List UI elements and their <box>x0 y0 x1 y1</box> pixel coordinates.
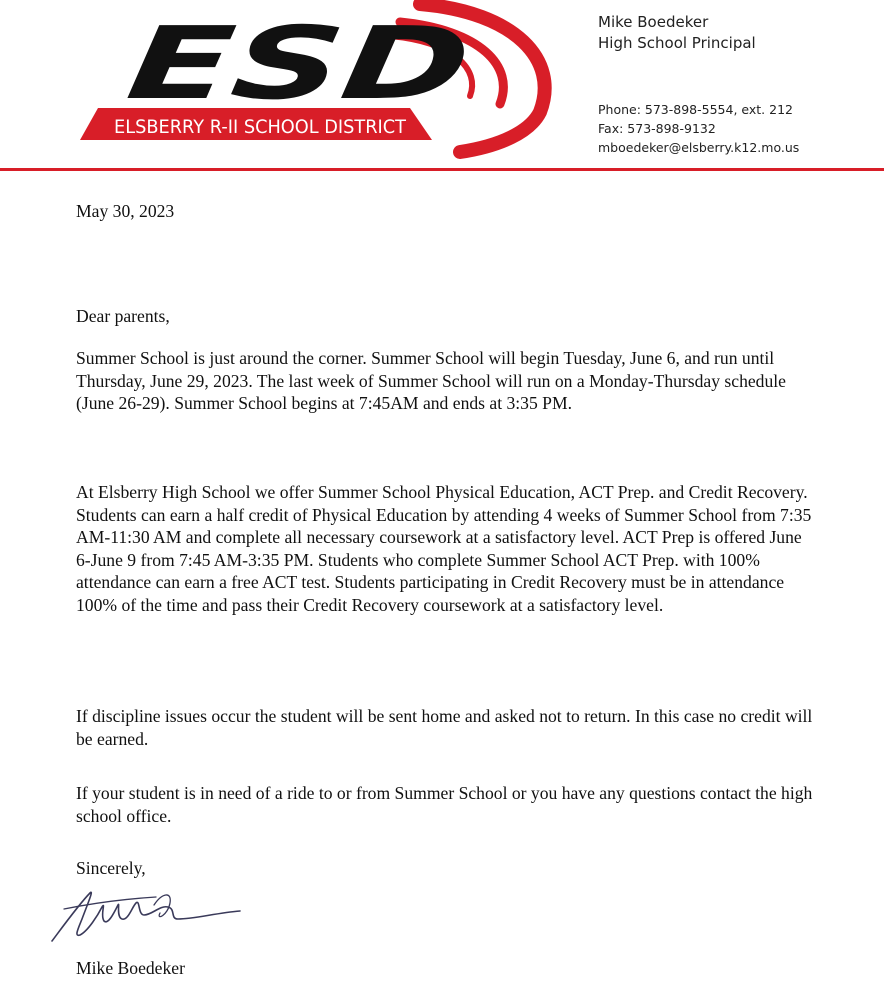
contact-details <box>598 100 878 157</box>
paragraph-programs: At Elsberry High School we offer Summer School Physical Education, ACT Prep. and Credit Recovery. Students can earn a half credit of Physical Education by attending 4 weeks of Summer School from 7:35 AM-11:30 AM and complete all necessary coursework at a satisfactory level. ACT Prep is offered June 6-June 9 from 7:45 AM-3:35 PM. Students who complete Summer School ACT Prep. with 100% attendance can earn a free ACT test. Students participating in Credit Recovery must be in attendance 100% of the time and pass their Credit Recovery coursework at a satisfactory level. <box>76 482 812 615</box>
district-name: ELSBERRY R-II SCHOOL DISTRICT <box>114 116 407 138</box>
signature-stroke-loop <box>154 895 170 917</box>
principal-name: Mike Boedeker <box>598 13 709 31</box>
paragraph-schedule: Summer School is just around the corner. Summer School will begin Tuesday, June 6, and run until Thursday, June 29, 2023. The last week of Summer School will run on a Monday-Thursday schedule (June 26-29). Summer School begins at 7:45AM and ends at 3:35 PM. <box>76 348 786 413</box>
logo-letters: ESD <box>120 5 361 122</box>
contact-block <box>598 12 878 155</box>
email-address: mboedeker@elsberry.k12.mo.us <box>598 140 800 155</box>
fax-number: Fax: 573-898-9132 <box>598 121 716 136</box>
signature-graphic <box>44 885 244 947</box>
paragraph-discipline: If discipline issues occur the student will be sent home and asked not to return. In this case no credit will be earned. <box>76 706 813 749</box>
esd-logo-graphic <box>60 0 560 160</box>
phone-number: Phone: 573-898-5554, ext. 212 <box>598 102 793 117</box>
signature-stroke-main <box>52 892 240 941</box>
letter-date: May 30, 2023 <box>76 201 175 221</box>
signer-name: Mike Boedeker <box>76 958 185 978</box>
letterhead <box>0 0 884 175</box>
paragraph-transportation: If your student is in need of a ride to or from Summer School or you have any questions contact the high school office. <box>76 783 813 826</box>
handwritten-signature <box>44 885 244 947</box>
principal-title: High School Principal <box>598 34 756 52</box>
salutation: Dear parents, <box>76 306 170 326</box>
closing: Sincerely, <box>76 858 146 878</box>
letterhead-divider <box>0 168 884 171</box>
district-logo <box>60 0 560 160</box>
